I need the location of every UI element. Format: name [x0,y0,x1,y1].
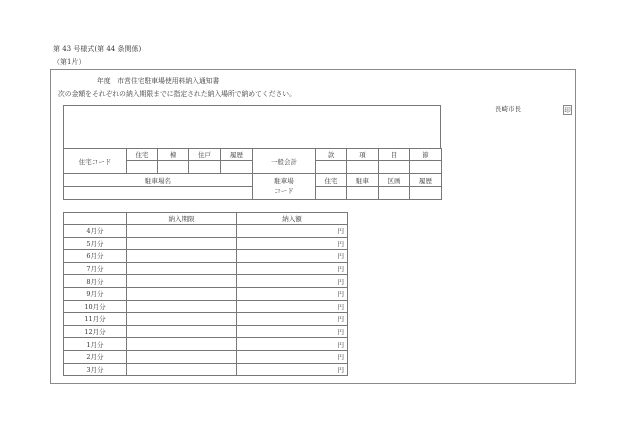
table-row [64,350,348,363]
deadline-cell[interactable] [127,275,237,288]
yen-unit: 円 [337,252,344,261]
account-kou-value[interactable] [347,161,379,174]
month-label: 1月分 [64,338,127,351]
month-label: 5月分 [64,237,127,250]
code-table [63,148,442,200]
parking-name-label: 駐車場名 [64,174,253,187]
parking-name-value[interactable] [64,187,253,200]
amount-cell[interactable] [237,287,348,300]
notice-instruction: 次の金額をそれぞれの納入期限までに指定された納入場所で納めてください。 [58,90,296,98]
payment-header-amount: 納入額 [237,213,348,225]
parking-code-section-value[interactable] [379,187,410,200]
table-row [64,262,348,275]
account-col-setsu: 節 [410,149,442,161]
parking-code-label [253,174,316,200]
form-number: 第 43 号様式(第 44 条関係) [53,45,142,53]
month-label: 3月分 [64,363,127,376]
yen-unit: 円 [337,227,344,236]
table-row [64,338,348,351]
housing-code-unit-value[interactable] [189,161,221,174]
yen-unit: 円 [337,328,344,337]
housing-code-housing-value[interactable] [127,161,158,174]
table-row [64,363,348,376]
yen-unit: 円 [337,302,344,311]
table-row [64,325,348,338]
yen-unit: 円 [337,277,344,286]
housing-code-col-building: 棟 [158,149,189,161]
payment-header-deadline: 納入期限 [127,213,237,225]
month-label: 4月分 [64,225,127,238]
housing-code-col-history: 履歴 [221,149,253,161]
parking-code-col-housing: 住宅 [316,174,347,187]
amount-cell[interactable] [237,250,348,263]
parking-code-col-history: 履歴 [410,174,442,187]
yen-unit: 円 [337,365,344,374]
table-row [64,313,348,326]
month-label: 12月分 [64,325,127,338]
housing-code-label: 住宅コード [64,149,127,174]
deadline-cell[interactable] [127,250,237,263]
housing-code-history-value[interactable] [221,161,253,174]
parking-code-label-line2: コード [274,186,294,195]
month-label: 8月分 [64,275,127,288]
deadline-cell[interactable] [127,262,237,275]
deadline-cell[interactable] [127,237,237,250]
seal-mark: 印 [564,106,571,114]
deadline-cell[interactable] [127,313,237,326]
amount-cell[interactable] [237,363,348,376]
account-label: 一般会計 [253,149,316,174]
table-row [64,300,348,313]
month-label: 9月分 [64,287,127,300]
amount-cell[interactable] [237,262,348,275]
parking-code-col-parking: 駐車 [347,174,379,187]
yen-unit: 円 [337,340,344,349]
month-label: 6月分 [64,250,127,263]
amount-cell[interactable] [237,350,348,363]
address-box[interactable] [63,105,441,149]
deadline-cell[interactable] [127,225,237,238]
sheet-label: （第1片） [53,58,86,66]
amount-cell[interactable] [237,275,348,288]
table-row [64,275,348,288]
amount-cell[interactable] [237,338,348,351]
deadline-cell[interactable] [127,338,237,351]
deadline-cell[interactable] [127,363,237,376]
month-label: 2月分 [64,350,127,363]
table-row [64,225,348,238]
table-row [64,250,348,263]
table-row [64,287,348,300]
payment-header-month [64,213,127,225]
yen-unit: 円 [337,290,344,299]
payment-table [63,212,348,376]
account-col-moku: 目 [379,149,410,161]
account-kan-value[interactable] [316,161,347,174]
parking-code-housing-value[interactable] [316,187,347,200]
deadline-cell[interactable] [127,300,237,313]
yen-unit: 円 [337,239,344,248]
amount-cell[interactable] [237,225,348,238]
month-label: 11月分 [64,313,127,326]
yen-unit: 円 [337,353,344,362]
deadline-cell[interactable] [127,325,237,338]
amount-cell[interactable] [237,300,348,313]
amount-cell[interactable] [237,325,348,338]
housing-code-col-unit: 住戸 [189,149,221,161]
parking-code-label-line1: 駐車場 [274,177,294,186]
month-label: 7月分 [64,262,127,275]
account-col-kou: 項 [347,149,379,161]
parking-code-col-section: 区画 [379,174,410,187]
housing-code-col-housing: 住宅 [127,149,158,161]
yen-unit: 円 [337,315,344,324]
parking-code-parking-value[interactable] [347,187,379,200]
issuer-name: 長崎市長 [495,105,521,113]
deadline-cell[interactable] [127,350,237,363]
yen-unit: 円 [337,265,344,274]
month-label: 10月分 [64,300,127,313]
account-setsu-value[interactable] [410,161,442,174]
amount-cell[interactable] [237,237,348,250]
account-moku-value[interactable] [379,161,410,174]
deadline-cell[interactable] [127,287,237,300]
notice-title: 年度 市営住宅駐車場使用料納入通知書 [97,77,220,85]
housing-code-building-value[interactable] [158,161,189,174]
table-row [64,237,348,250]
parking-code-history-value[interactable] [410,187,442,200]
amount-cell[interactable] [237,313,348,326]
account-col-kan: 款 [316,149,347,161]
